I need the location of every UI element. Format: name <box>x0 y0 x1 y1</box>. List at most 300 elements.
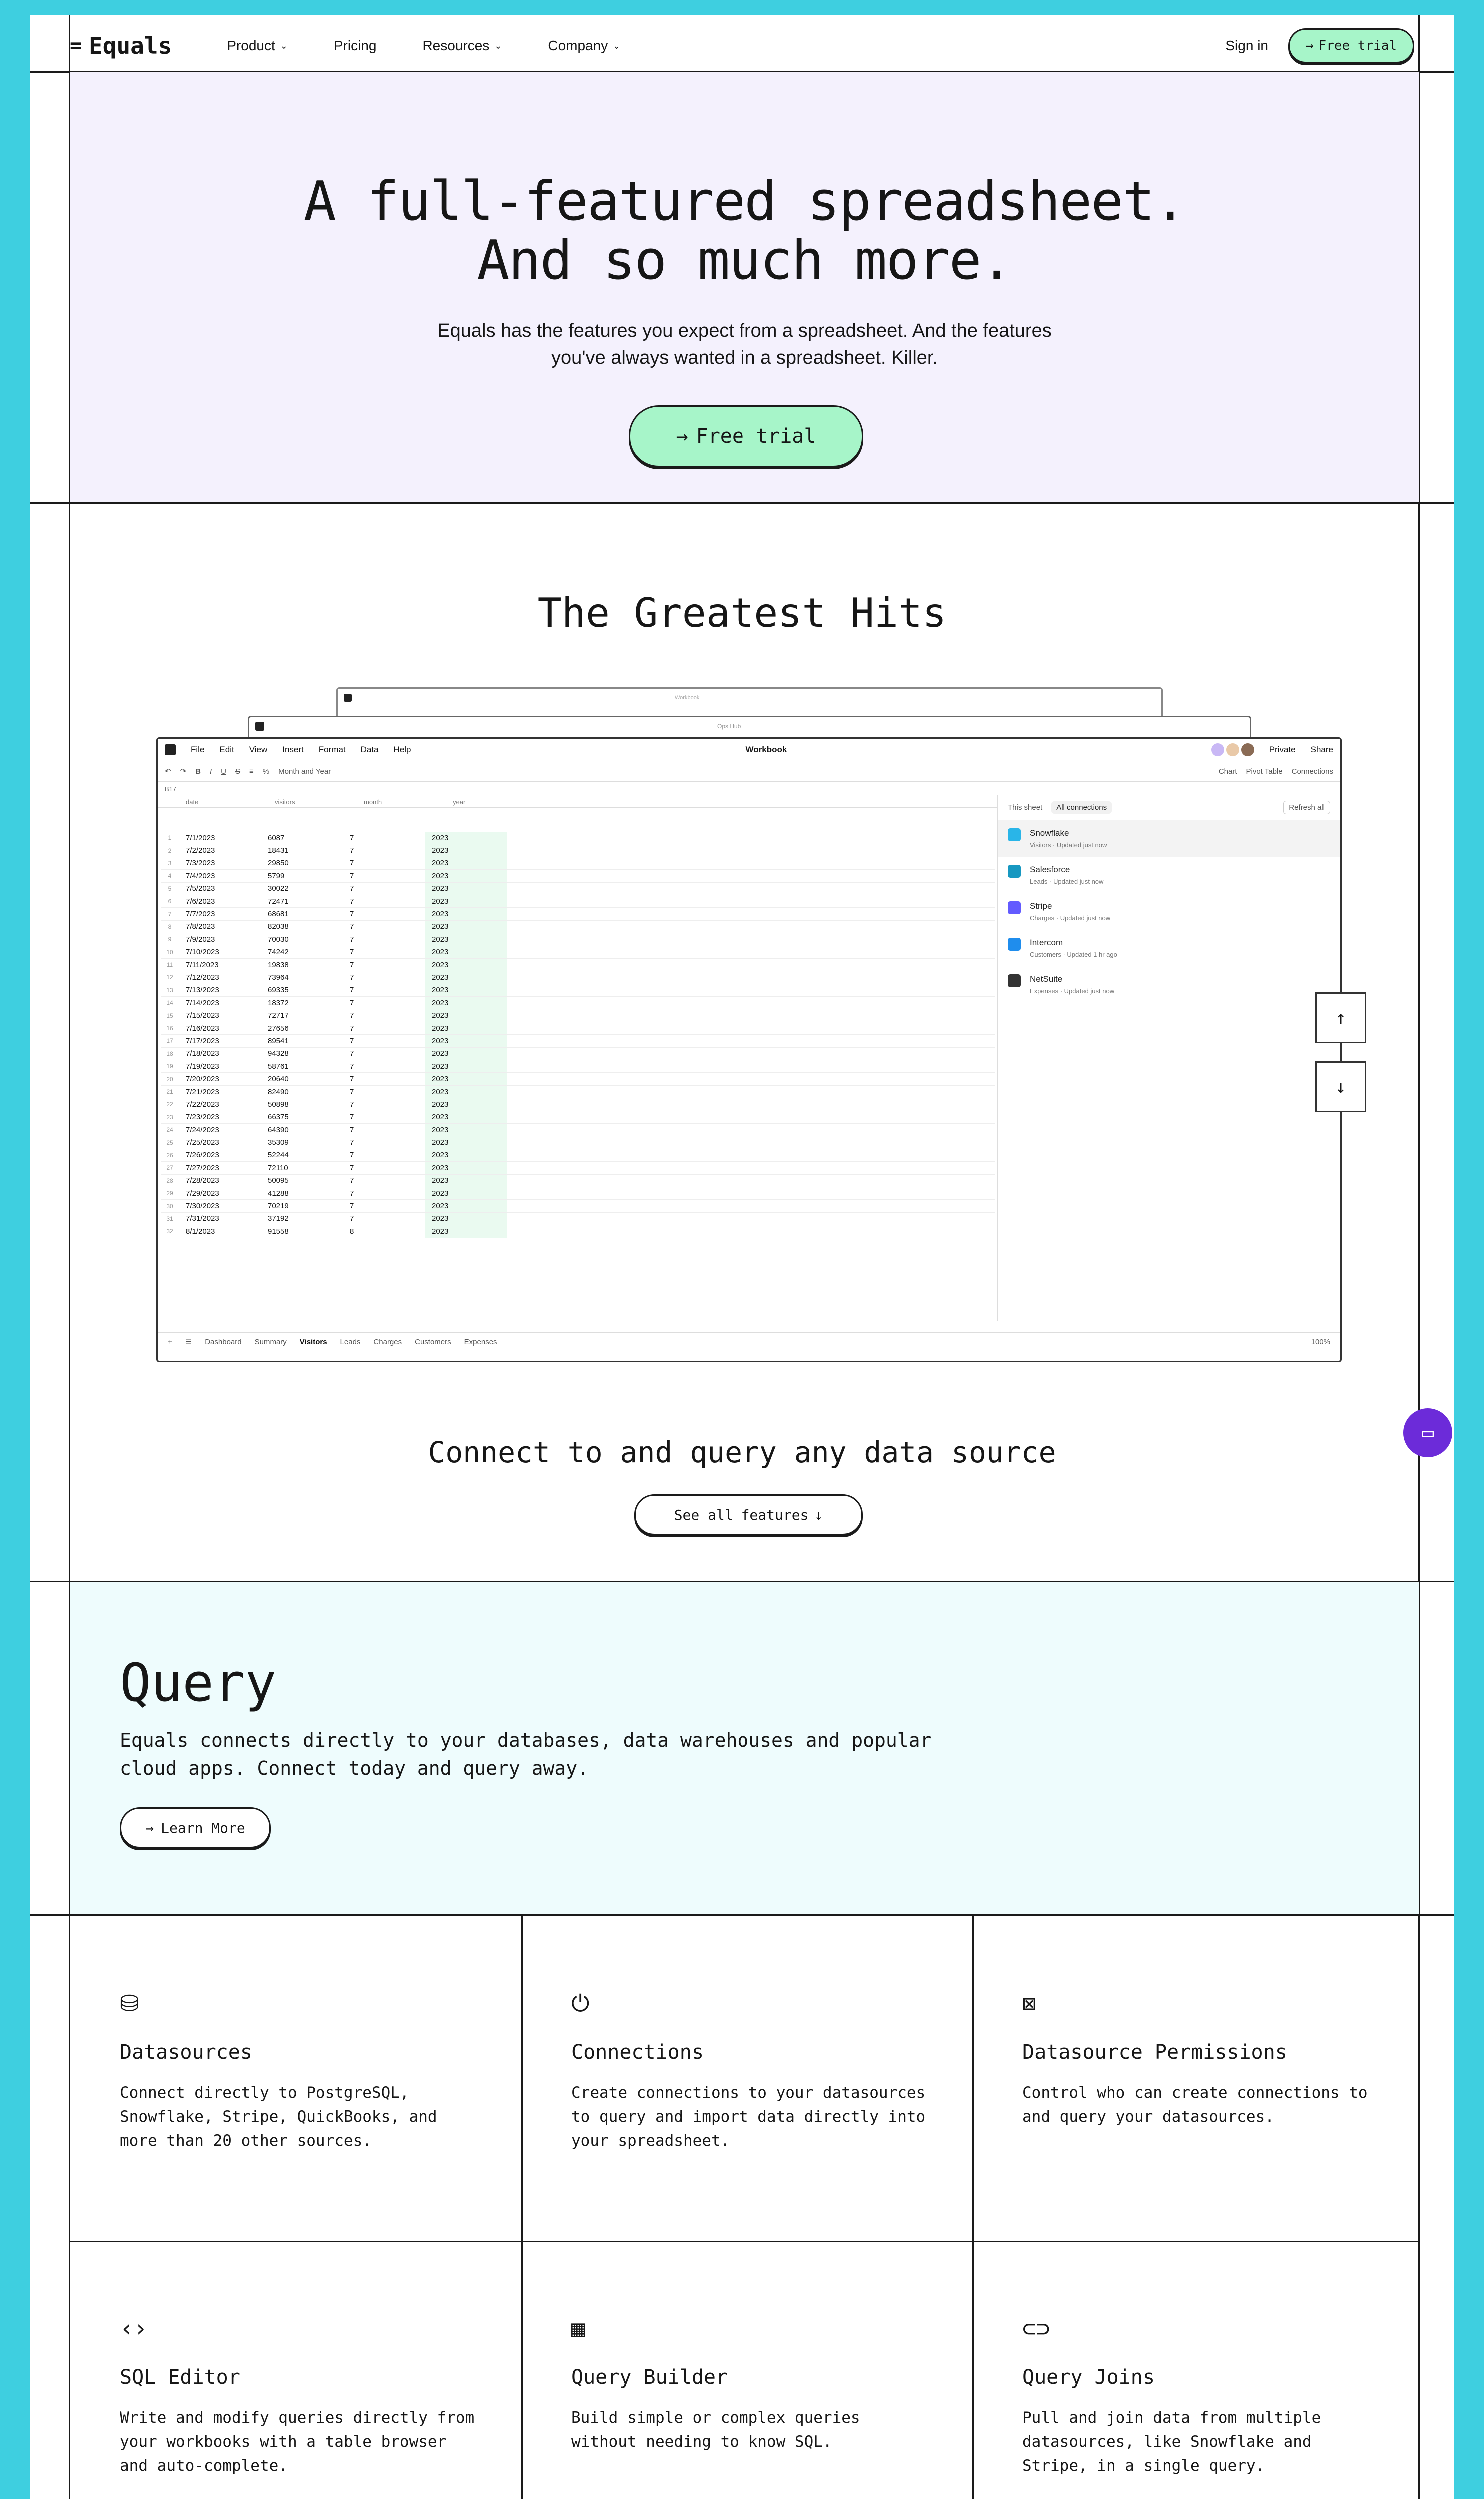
table-cell[interactable]: 7 <box>350 910 354 919</box>
snowflake-logo-icon <box>1008 828 1021 841</box>
arrow-right-icon: → <box>145 1819 154 1836</box>
feature-title: SQL Editor <box>120 2366 240 2389</box>
share-button[interactable]: Share <box>1310 745 1333 754</box>
table-cell[interactable]: 7/25/2023 <box>186 1138 219 1147</box>
col-header-year[interactable]: year <box>453 798 466 806</box>
row-number: 29 <box>166 1190 173 1197</box>
feature-description: Connect directly to PostgreSQL, Snowflake, Stripe, QuickBooks, and more than 20 other sources. <box>120 2084 437 2150</box>
table-cell[interactable]: 7 <box>350 1100 354 1109</box>
table-row[interactable] <box>161 908 995 920</box>
table-cell[interactable]: 7/19/2023 <box>186 1062 219 1071</box>
table-cell[interactable]: 73964 <box>268 973 289 982</box>
table-cell[interactable]: 72471 <box>268 897 289 906</box>
nav-product[interactable]: Product ⌄ <box>227 38 288 53</box>
netsuite-logo-icon <box>1008 974 1021 987</box>
table-cell[interactable]: 7 <box>350 833 354 842</box>
table-cell[interactable]: 29850 <box>268 859 289 868</box>
workbook-title: Workbook <box>745 745 787 754</box>
connection-name: Snowflake <box>1030 828 1069 838</box>
table-row[interactable] <box>161 1187 995 1200</box>
feature-card <box>972 1916 1425 2241</box>
table-cell[interactable]: 82490 <box>268 1087 289 1096</box>
table-cell[interactable]: 7 <box>350 1075 354 1084</box>
query-learn-more-button[interactable]: → Learn More <box>120 1807 271 1848</box>
table-row[interactable] <box>161 1175 995 1187</box>
sheet-tab-visitors[interactable]: Visitors <box>299 1337 327 1346</box>
sheet-tab-expenses[interactable]: Expenses <box>464 1337 497 1346</box>
table-cell[interactable]: 7/26/2023 <box>186 1151 219 1160</box>
nav-company[interactable]: Company ⌄ <box>548 38 621 53</box>
connection-item[interactable] <box>998 820 1340 857</box>
table-cell[interactable]: 7/27/2023 <box>186 1163 219 1172</box>
table-cell[interactable]: 7/29/2023 <box>186 1189 219 1198</box>
table-cell[interactable]: 7 <box>350 1214 354 1223</box>
tab-all-connections[interactable]: All connections <box>1051 801 1112 814</box>
strikethrough-icon[interactable]: S <box>235 767 241 776</box>
col-header-date[interactable]: date <box>186 798 199 806</box>
row-number: 18 <box>166 1050 173 1057</box>
table-cell[interactable]: 18372 <box>268 998 289 1007</box>
table-cell[interactable]: 2023 <box>425 1098 507 1110</box>
table-cell[interactable]: 7/11/2023 <box>186 960 219 969</box>
table-cell[interactable]: 7 <box>350 973 354 982</box>
app-icon[interactable] <box>165 744 176 755</box>
table-row[interactable] <box>161 997 995 1009</box>
sheet-tab-charges[interactable]: Charges <box>373 1337 402 1346</box>
table-cell[interactable]: 7 <box>350 1125 354 1134</box>
lock-check-icon: ⊠ <box>1022 1990 1036 2017</box>
table-cell[interactable]: 7 <box>350 960 354 969</box>
table-cell[interactable]: 2023 <box>425 1060 507 1072</box>
table-cell[interactable]: 7/4/2023 <box>186 871 215 880</box>
table-cell[interactable]: 7/8/2023 <box>186 922 215 931</box>
back-window-1: Workbook <box>336 687 1163 750</box>
table-cell[interactable]: 41288 <box>268 1189 289 1198</box>
table-cell[interactable]: 2023 <box>425 959 507 971</box>
code-icon: ‹› <box>120 2315 148 2342</box>
table-cell[interactable]: 7/20/2023 <box>186 1075 219 1084</box>
table-cell[interactable]: 8 <box>350 1227 354 1236</box>
table-cell[interactable]: 8/1/2023 <box>186 1227 215 1236</box>
table-cell[interactable]: 2023 <box>425 883 507 895</box>
table-cell[interactable]: 2023 <box>425 1162 507 1174</box>
arrow-down-icon: ↓ <box>1335 1076 1346 1097</box>
chevron-down-icon: ⌄ <box>280 40 288 51</box>
row-number: 28 <box>166 1177 173 1184</box>
table-cell[interactable]: 2023 <box>425 1200 507 1212</box>
table-cell[interactable]: 7 <box>350 1163 354 1172</box>
table-cell[interactable]: 2023 <box>425 921 507 933</box>
table-row[interactable] <box>161 1098 995 1111</box>
grid-line <box>972 1916 974 2499</box>
table-cell[interactable]: 7 <box>350 871 354 880</box>
feature-title: Datasource Permissions <box>1022 2041 1287 2064</box>
table-cell[interactable]: 74242 <box>268 948 289 957</box>
table-row[interactable] <box>161 1009 995 1022</box>
table-row[interactable] <box>161 959 995 971</box>
table-cell[interactable]: 6087 <box>268 833 285 842</box>
row-number: 23 <box>166 1113 173 1121</box>
feature-card <box>521 2241 974 2499</box>
row-number: 4 <box>168 872 172 880</box>
database-icon: ⛁ <box>120 1990 139 2017</box>
row-number: 14 <box>166 999 173 1007</box>
nav-pricing[interactable]: Pricing <box>333 38 377 53</box>
equals-logo-icon: = <box>70 34 82 57</box>
table-row[interactable] <box>161 1162 995 1174</box>
table-cell[interactable]: 69335 <box>268 986 289 995</box>
table-cell[interactable]: 2023 <box>425 946 507 958</box>
row-number: 24 <box>166 1126 173 1134</box>
table-row[interactable] <box>161 1200 995 1212</box>
table-cell[interactable]: 7 <box>350 948 354 957</box>
row-number: 6 <box>168 898 172 905</box>
row-number: 20 <box>166 1075 173 1083</box>
chat-widget-button[interactable] <box>1403 1408 1452 1457</box>
table-cell[interactable]: 89541 <box>268 1036 289 1045</box>
connection-status: Leads · Updated just now <box>1030 878 1104 885</box>
table-cell[interactable]: 7 <box>350 859 354 868</box>
table-cell[interactable]: 91558 <box>268 1227 289 1236</box>
connection-item[interactable] <box>998 966 1340 1003</box>
table-row[interactable] <box>161 1086 995 1098</box>
table-cell[interactable]: 7/22/2023 <box>186 1100 219 1109</box>
hero-title <box>70 172 1419 290</box>
row-number: 15 <box>166 1012 173 1019</box>
connection-list <box>998 820 1340 1003</box>
connection-name: NetSuite <box>1030 974 1063 984</box>
see-all-features-button[interactable]: See all features ↓ <box>634 1494 863 1535</box>
table-cell[interactable]: 7 <box>350 897 354 906</box>
table-cell[interactable]: 7/2/2023 <box>186 846 215 855</box>
table-row[interactable] <box>161 1149 995 1162</box>
table-cell[interactable]: 7/16/2023 <box>186 1024 219 1033</box>
menu-insert[interactable]: Insert <box>282 745 304 754</box>
table-row[interactable] <box>161 1048 995 1060</box>
table-cell[interactable]: 7/6/2023 <box>186 897 215 906</box>
connection-status: Visitors · Updated just now <box>1030 841 1107 849</box>
logo[interactable] <box>70 32 172 59</box>
menu-edit[interactable]: Edit <box>219 745 234 754</box>
table-cell[interactable]: 7 <box>350 884 354 893</box>
feature-card <box>70 2241 523 2499</box>
table-cell[interactable]: 7/31/2023 <box>186 1214 219 1223</box>
connection-status: Charges · Updated just now <box>1030 914 1111 922</box>
app-icon <box>344 694 352 702</box>
table-cell[interactable]: 50898 <box>268 1100 289 1109</box>
row-number: 5 <box>168 885 172 892</box>
table-cell[interactable]: 37192 <box>268 1214 289 1223</box>
cell-reference: B17 <box>165 785 177 793</box>
table-row[interactable] <box>161 870 995 882</box>
table-cell[interactable]: 7/10/2023 <box>186 948 219 957</box>
arrow-up-icon: ↑ <box>1335 1007 1346 1028</box>
table-cell[interactable]: 2023 <box>425 1009 507 1021</box>
salesforce-logo-icon <box>1008 865 1021 878</box>
table-cell[interactable]: 2023 <box>425 1225 507 1237</box>
connections-button[interactable]: Connections <box>1291 767 1333 776</box>
connection-item[interactable] <box>998 930 1340 966</box>
table-row[interactable] <box>161 1136 995 1149</box>
join-icon: ⊂⊃ <box>1022 2315 1050 2342</box>
back-window-2: Ops Hub <box>248 716 1251 779</box>
table-cell[interactable]: 35309 <box>268 1138 289 1147</box>
sheet-tab-dashboard[interactable]: Dashboard <box>205 1337 242 1346</box>
nav-actions <box>1225 28 1414 63</box>
table-cell[interactable]: 7 <box>350 986 354 995</box>
sheet-list-icon[interactable]: ☰ <box>185 1338 192 1346</box>
row-number: 30 <box>166 1202 173 1210</box>
table-row[interactable] <box>161 1124 995 1136</box>
table-row[interactable] <box>161 1225 995 1238</box>
table-cell[interactable]: 7 <box>350 1113 354 1122</box>
table-cell[interactable]: 2023 <box>425 997 507 1009</box>
table-cell[interactable]: 7/12/2023 <box>186 973 219 982</box>
menu-file[interactable]: File <box>191 745 205 754</box>
connection-item[interactable] <box>998 857 1340 893</box>
feature-title: Query Joins <box>1022 2366 1155 2389</box>
chart-button[interactable]: Chart <box>1218 767 1237 776</box>
table-row[interactable] <box>161 1022 995 1035</box>
table-cell[interactable]: 7/9/2023 <box>186 935 215 944</box>
table-cell[interactable]: 7 <box>350 1151 354 1160</box>
table-cell[interactable]: 2023 <box>425 844 507 856</box>
menu-format[interactable]: Format <box>318 745 346 754</box>
table-cell[interactable]: 2023 <box>425 1111 507 1123</box>
table-row[interactable] <box>161 883 995 895</box>
connection-status: Customers · Updated 1 hr ago <box>1030 951 1117 958</box>
row-number: 8 <box>168 923 172 930</box>
sign-in-link[interactable]: Sign in <box>1225 38 1268 53</box>
table-cell[interactable]: 7/13/2023 <box>186 986 219 995</box>
table-cell[interactable]: 2023 <box>425 1022 507 1034</box>
table-row[interactable] <box>161 1060 995 1073</box>
feature-description: Write and modify queries directly from your workbooks with a table browser and auto-complete. <box>120 2409 475 2475</box>
table-cell[interactable]: 2023 <box>425 870 507 882</box>
table-cell[interactable]: 7 <box>350 1202 354 1211</box>
table-cell[interactable]: 72717 <box>268 1011 289 1020</box>
formula-bar[interactable] <box>158 782 1340 796</box>
col-header-visitors[interactable]: visitors <box>275 798 295 806</box>
underline-icon[interactable]: U <box>221 767 227 776</box>
workbook-window <box>156 737 1342 1362</box>
table-cell[interactable]: 2023 <box>425 832 507 844</box>
table-row[interactable] <box>161 832 995 844</box>
table-cell[interactable]: 18431 <box>268 846 289 855</box>
table-cell[interactable]: 2023 <box>425 908 507 920</box>
table-cell[interactable]: 2023 <box>425 933 507 945</box>
table-row[interactable] <box>161 921 995 933</box>
row-number: 19 <box>166 1063 173 1070</box>
row-number: 31 <box>166 1215 173 1222</box>
hero-bottom-line <box>30 502 1454 504</box>
table-cell[interactable]: 7/17/2023 <box>186 1036 219 1045</box>
table-cell[interactable]: 7 <box>350 1189 354 1198</box>
table-row[interactable] <box>161 857 995 870</box>
arrow-right-icon: → <box>1305 38 1314 53</box>
nav-resources[interactable]: Resources ⌄ <box>422 38 502 53</box>
feature-description: Control who can create connections to and query your datasources. <box>1022 2084 1368 2126</box>
table-cell[interactable]: 70030 <box>268 935 289 944</box>
refresh-all-button[interactable]: Refresh all <box>1283 801 1330 814</box>
nav-links <box>227 38 620 54</box>
scroll-up-button[interactable] <box>1315 992 1366 1043</box>
menu-help[interactable]: Help <box>393 745 411 754</box>
table-cell[interactable]: 7/7/2023 <box>186 910 215 919</box>
table-cell[interactable]: 7/23/2023 <box>186 1113 219 1122</box>
table-row[interactable] <box>161 1111 995 1124</box>
table-cell[interactable]: 2023 <box>425 1073 507 1085</box>
table-cell[interactable]: 30022 <box>268 884 289 893</box>
table-cell[interactable]: 66375 <box>268 1113 289 1122</box>
table-cell[interactable]: 72110 <box>268 1163 288 1172</box>
redo-icon[interactable]: ↷ <box>180 767 187 776</box>
row-number: 22 <box>166 1101 173 1108</box>
table-cell[interactable]: 7 <box>350 1176 354 1185</box>
table-cell[interactable]: 2023 <box>425 857 507 869</box>
table-cell[interactable]: 50095 <box>268 1176 289 1185</box>
table-cell[interactable]: 7/5/2023 <box>186 884 215 893</box>
table-cell[interactable]: 2023 <box>425 1124 507 1136</box>
table-cell[interactable]: 64390 <box>268 1125 289 1134</box>
bold-icon[interactable]: B <box>195 767 201 776</box>
table-row[interactable] <box>161 946 995 959</box>
table-row[interactable] <box>161 1073 995 1085</box>
table-cell[interactable]: 7/28/2023 <box>186 1176 219 1185</box>
stripe-logo-icon <box>1008 901 1021 914</box>
table-cell[interactable]: 7/18/2023 <box>186 1049 219 1058</box>
table-cell[interactable]: 7 <box>350 935 354 944</box>
table-cell[interactable]: 7 <box>350 1087 354 1096</box>
tab-this-sheet[interactable]: This sheet <box>1008 803 1043 812</box>
table-cell[interactable]: 82038 <box>268 922 289 931</box>
sheet-tab-leads[interactable]: Leads <box>340 1337 361 1346</box>
table-cell[interactable]: 2023 <box>425 1175 507 1187</box>
table-cell[interactable]: 2023 <box>425 984 507 996</box>
table-cell[interactable]: 58761 <box>268 1062 289 1071</box>
row-number: 7 <box>168 910 172 918</box>
hero-free-trial-button[interactable]: → Free trial <box>629 405 863 467</box>
table-cell[interactable]: 7 <box>350 1036 354 1045</box>
hero-title-line2: And so much more. <box>477 229 1012 292</box>
table-cell[interactable]: 7 <box>350 1138 354 1147</box>
connection-name: Stripe <box>1030 901 1052 911</box>
table-cell[interactable]: 7 <box>350 922 354 931</box>
sheet-tab-customers[interactable]: Customers <box>415 1337 451 1346</box>
sheet-grid[interactable] <box>161 832 995 1238</box>
hits-caption: Connect to and query any data source <box>428 1435 1056 1469</box>
table-row[interactable] <box>161 984 995 997</box>
row-number: 2 <box>168 847 172 854</box>
row-number: 25 <box>166 1139 173 1146</box>
connection-item[interactable] <box>998 893 1340 930</box>
table-row[interactable] <box>161 971 995 984</box>
row-number: 21 <box>166 1088 173 1095</box>
table-cell[interactable]: 2023 <box>425 895 507 907</box>
avatar <box>1241 743 1254 756</box>
table-row[interactable] <box>161 933 995 946</box>
table-cell[interactable]: 27656 <box>268 1024 289 1033</box>
scroll-down-button[interactable] <box>1315 1061 1366 1112</box>
row-number: 32 <box>166 1228 173 1235</box>
table-cell[interactable]: 7/1/2023 <box>186 833 215 842</box>
table-cell[interactable]: 7 <box>350 998 354 1007</box>
table-cell[interactable]: 7/3/2023 <box>186 859 215 868</box>
format-select[interactable]: Month and Year <box>278 767 331 776</box>
chat-icon: ▭ <box>1421 1421 1434 1444</box>
align-icon[interactable]: ≡ <box>249 767 254 776</box>
table-cell[interactable]: 94328 <box>268 1049 289 1058</box>
row-number: 13 <box>166 986 173 994</box>
table-cell[interactable]: 5799 <box>268 871 285 880</box>
query-section <box>70 1582 1419 1914</box>
table-cell[interactable]: 2023 <box>425 1086 507 1098</box>
table-cell[interactable]: 7 <box>350 846 354 855</box>
table-cell[interactable]: 2023 <box>425 971 507 983</box>
undo-icon[interactable]: ↶ <box>165 767 171 776</box>
italic-icon[interactable]: I <box>210 767 212 776</box>
table-cell[interactable]: 2023 <box>425 1213 507 1225</box>
table-cell[interactable]: 70219 <box>268 1202 289 1211</box>
menu-data[interactable]: Data <box>360 745 379 754</box>
table-cell[interactable]: 68681 <box>268 910 289 919</box>
feature-card <box>70 1916 523 2241</box>
app-icon <box>255 722 264 731</box>
table-cell[interactable]: 7/21/2023 <box>186 1087 219 1096</box>
table-cell[interactable]: 19838 <box>268 960 289 969</box>
feature-description: Build simple or complex queries without needing to know SQL. <box>571 2409 860 2451</box>
feature-card <box>521 1916 974 2241</box>
table-cell[interactable]: 2023 <box>425 1048 507 1060</box>
table-cell[interactable]: 7 <box>350 1062 354 1071</box>
table-cell[interactable]: 7/14/2023 <box>186 998 219 1007</box>
table-row[interactable] <box>161 895 995 908</box>
zoom-level[interactable]: 100% <box>1311 1337 1330 1346</box>
table-cell[interactable]: 7/15/2023 <box>186 1011 219 1020</box>
table-cell[interactable]: 7/24/2023 <box>186 1125 219 1134</box>
table-cell[interactable]: 2023 <box>425 1136 507 1148</box>
table-cell[interactable]: 7 <box>350 1011 354 1020</box>
menu-view[interactable]: View <box>249 745 268 754</box>
query-lead: Equals connects directly to your databases, data warehouses and popular cloud apps. Connect today and query away. <box>120 1729 932 1779</box>
percent-icon[interactable]: % <box>262 767 270 776</box>
table-cell[interactable]: 2023 <box>425 1035 507 1047</box>
table-cell[interactable]: 7 <box>350 1024 354 1033</box>
private-toggle[interactable]: Private <box>1269 745 1296 754</box>
feature-title: Connections <box>571 2041 704 2064</box>
table-cell[interactable]: 20640 <box>268 1075 289 1084</box>
table-row[interactable] <box>161 844 995 857</box>
avatars <box>1211 743 1254 756</box>
page <box>30 15 1454 2499</box>
arrow-down-icon: ↓ <box>814 1506 823 1523</box>
table-cell[interactable]: 7 <box>350 1049 354 1058</box>
table-row[interactable] <box>161 1213 995 1225</box>
table-cell[interactable]: 2023 <box>425 1149 507 1161</box>
nav-free-trial-button[interactable]: → Free trial <box>1288 28 1414 63</box>
hero-section <box>70 72 1419 502</box>
row-number: 9 <box>168 936 172 943</box>
table-row[interactable] <box>161 1035 995 1047</box>
table-cell[interactable]: 7/30/2023 <box>186 1202 219 1211</box>
table-cell[interactable]: 2023 <box>425 1187 507 1199</box>
pivot-table-button[interactable]: Pivot Table <box>1246 767 1283 776</box>
sheet-tab-summary[interactable]: Summary <box>254 1337 287 1346</box>
row-number: 10 <box>166 948 173 956</box>
table-cell[interactable]: 52244 <box>268 1151 289 1160</box>
col-header-month[interactable]: month <box>364 798 382 806</box>
add-sheet-icon[interactable]: + <box>168 1337 172 1346</box>
